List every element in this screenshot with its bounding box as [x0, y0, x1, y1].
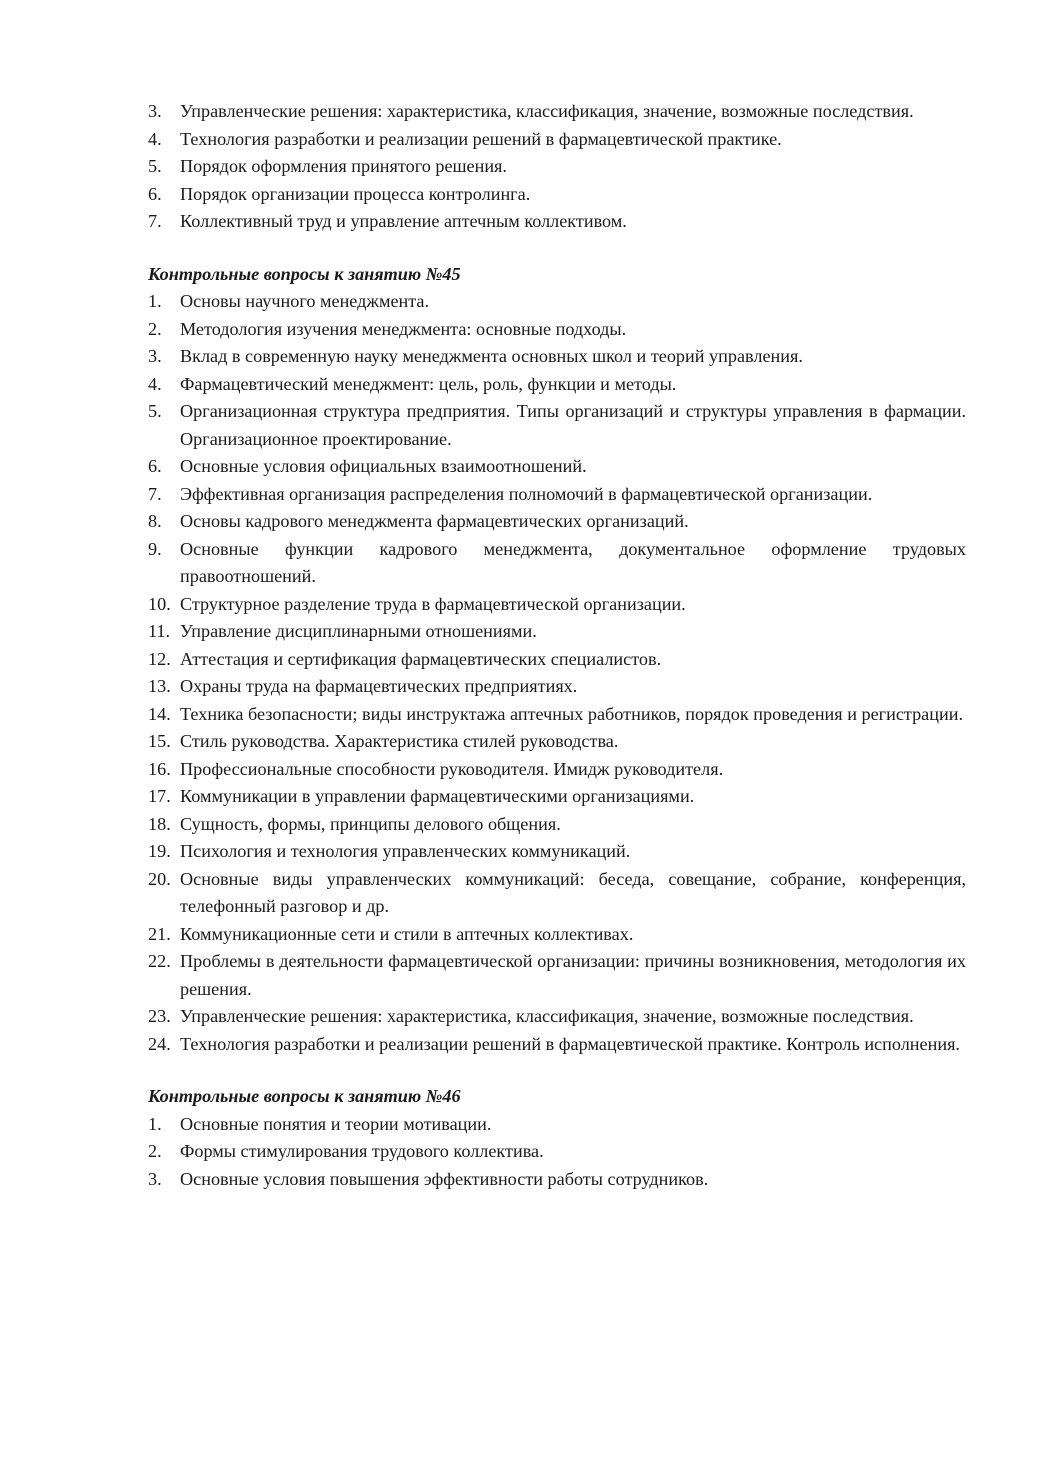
section-45 [148, 261, 966, 1059]
item-text: Структурное разделение труда в фармацевтической организации. [180, 593, 686, 614]
item-number: 16. [148, 758, 171, 779]
item-text: Формы стимулирования трудового коллектива. [180, 1141, 544, 1161]
item-text: Вклад в современную науку менеджмента основных школ и теорий управления. [180, 346, 803, 366]
list-item [148, 728, 966, 756]
list-item [148, 783, 966, 811]
item-number: 18. [148, 813, 171, 834]
item-number: 14. [148, 703, 171, 724]
list-item [148, 316, 966, 344]
item-text: Стиль руководства. Характеристика стилей руководства. [180, 731, 619, 751]
item-number: 13. [148, 676, 171, 696]
item-text: Основные функции кадрового менеджмента, документальное оформление трудовых правоотношений. [180, 538, 966, 586]
item-text: Проблемы в деятельности фармацевтической организации: причины возникновения, методология их решения. [180, 951, 966, 999]
item-text: Организационная структура предприятия. Типы организаций и структуры управления в фармации. Организационное проектирование. [180, 401, 966, 449]
item-text: Технология разработки и реализации решений в фармацевтической практике. [180, 128, 782, 149]
list-item [148, 838, 966, 866]
item-text: Технология разработки и реализации решений в фармацевтической практике. Контроль исполнения. [180, 1033, 960, 1054]
item-text: Охраны труда на фармацевтических предприятиях. [180, 676, 578, 696]
item-text: Сущность, формы, принципы делового общения. [180, 813, 561, 834]
item-number: 24. [148, 1033, 171, 1054]
section-heading: Контрольные вопросы к занятию №45 [148, 263, 461, 284]
item-number: 8. [148, 511, 162, 531]
list-item [148, 371, 966, 399]
list-item [148, 98, 966, 126]
item-text: Коллективный труд и управление аптечным коллективом. [180, 211, 627, 231]
list-item [148, 921, 966, 949]
item-text: Основы научного менеджмента. [180, 291, 430, 311]
item-number: 6. [148, 183, 162, 204]
item-text: Основные виды управленческих коммуникаций: беседа, совещание, собрание, конференция, телефонный разговор и др. [180, 868, 966, 916]
item-number: 7. [148, 483, 162, 504]
section-heading: Контрольные вопросы к занятию №46 [148, 1086, 461, 1106]
item-text: Основные понятия и теории мотивации. [180, 1113, 492, 1134]
list-item [148, 398, 966, 453]
list-item [148, 536, 966, 591]
list-item [148, 508, 966, 536]
list-item [148, 153, 966, 181]
item-text: Коммуникационные сети и стили в аптечных коллективах. [180, 923, 634, 944]
list-item [148, 1031, 966, 1059]
item-number: 9. [148, 538, 162, 559]
item-number: 4. [148, 373, 162, 394]
list-item [148, 756, 966, 784]
item-number: 1. [148, 1113, 162, 1134]
item-text: Эффективная организация распределения полномочий в фармацевтической организации. [180, 483, 873, 504]
item-number: 7. [148, 211, 162, 231]
list-item [148, 1111, 966, 1139]
list-item [148, 288, 966, 316]
question-list [148, 1111, 966, 1194]
item-text: Техника безопасности; виды инструктажа аптечных работников, порядок проведения и регистрации. [180, 703, 964, 724]
item-number: 11. [148, 621, 171, 641]
item-number: 5. [148, 401, 162, 421]
list-item [148, 481, 966, 509]
item-number: 15. [148, 731, 171, 751]
item-number: 17. [148, 786, 171, 806]
item-number: 2. [148, 1141, 162, 1161]
item-number: 21. [148, 923, 171, 944]
list-item [148, 701, 966, 729]
item-number: 5. [148, 156, 162, 176]
list-item [148, 343, 966, 371]
item-number: 12. [148, 648, 171, 669]
item-number: 2. [148, 318, 162, 339]
item-text: Управление дисциплинарными отношениями. [180, 621, 537, 641]
item-text: Методология изучения менеджмента: основные подходы. [180, 318, 627, 339]
item-text: Управленческие решения: характеристика, классификация, значение, возможные последствия. [180, 1006, 914, 1026]
item-text: Основы кадрового менеджмента фармацевтических организаций. [180, 511, 689, 531]
list-item [148, 453, 966, 481]
item-number: 3. [148, 101, 162, 121]
list-item [148, 126, 966, 154]
list-item [148, 591, 966, 619]
list-item [148, 208, 966, 236]
item-number: 3. [148, 346, 162, 366]
list-item [148, 866, 966, 921]
list-item [148, 618, 966, 646]
list-item [148, 1138, 966, 1166]
item-text: Порядок организации процесса контролинга. [180, 183, 531, 204]
item-number: 20. [148, 868, 171, 889]
intro-question-list [148, 98, 966, 236]
item-text: Управленческие решения: характеристика, классификация, значение, возможные последствия. [180, 101, 914, 121]
document-page [148, 98, 966, 1193]
list-item [148, 1003, 966, 1031]
item-text: Психология и технология управленческих коммуникаций. [180, 841, 631, 861]
item-number: 19. [148, 841, 171, 861]
list-item [148, 811, 966, 839]
item-text: Основные условия официальных взаимоотношений. [180, 456, 587, 476]
item-text: Фармацевтический менеджмент: цель, роль, функции и методы. [180, 373, 677, 394]
item-number: 10. [148, 593, 171, 614]
item-number: 6. [148, 456, 162, 476]
item-number: 23. [148, 1006, 171, 1026]
item-text: Порядок оформления принятого решения. [180, 156, 507, 176]
list-item [148, 948, 966, 1003]
list-item [148, 1166, 966, 1194]
item-text: Профессиональные способности руководителя. Имидж руководителя. [180, 758, 724, 779]
item-text: Основные условия повышения эффективности работы сотрудников. [180, 1168, 709, 1189]
section-46 [148, 1083, 966, 1193]
list-item [148, 673, 966, 701]
list-item [148, 646, 966, 674]
item-number: 4. [148, 128, 162, 149]
item-number: 1. [148, 291, 162, 311]
item-number: 3. [148, 1168, 162, 1189]
question-list [148, 288, 966, 1058]
item-number: 22. [148, 951, 171, 971]
item-text: Коммуникации в управлении фармацевтическими организациями. [180, 786, 695, 806]
list-item [148, 181, 966, 209]
item-text: Аттестация и сертификация фармацевтических специалистов. [180, 648, 662, 669]
